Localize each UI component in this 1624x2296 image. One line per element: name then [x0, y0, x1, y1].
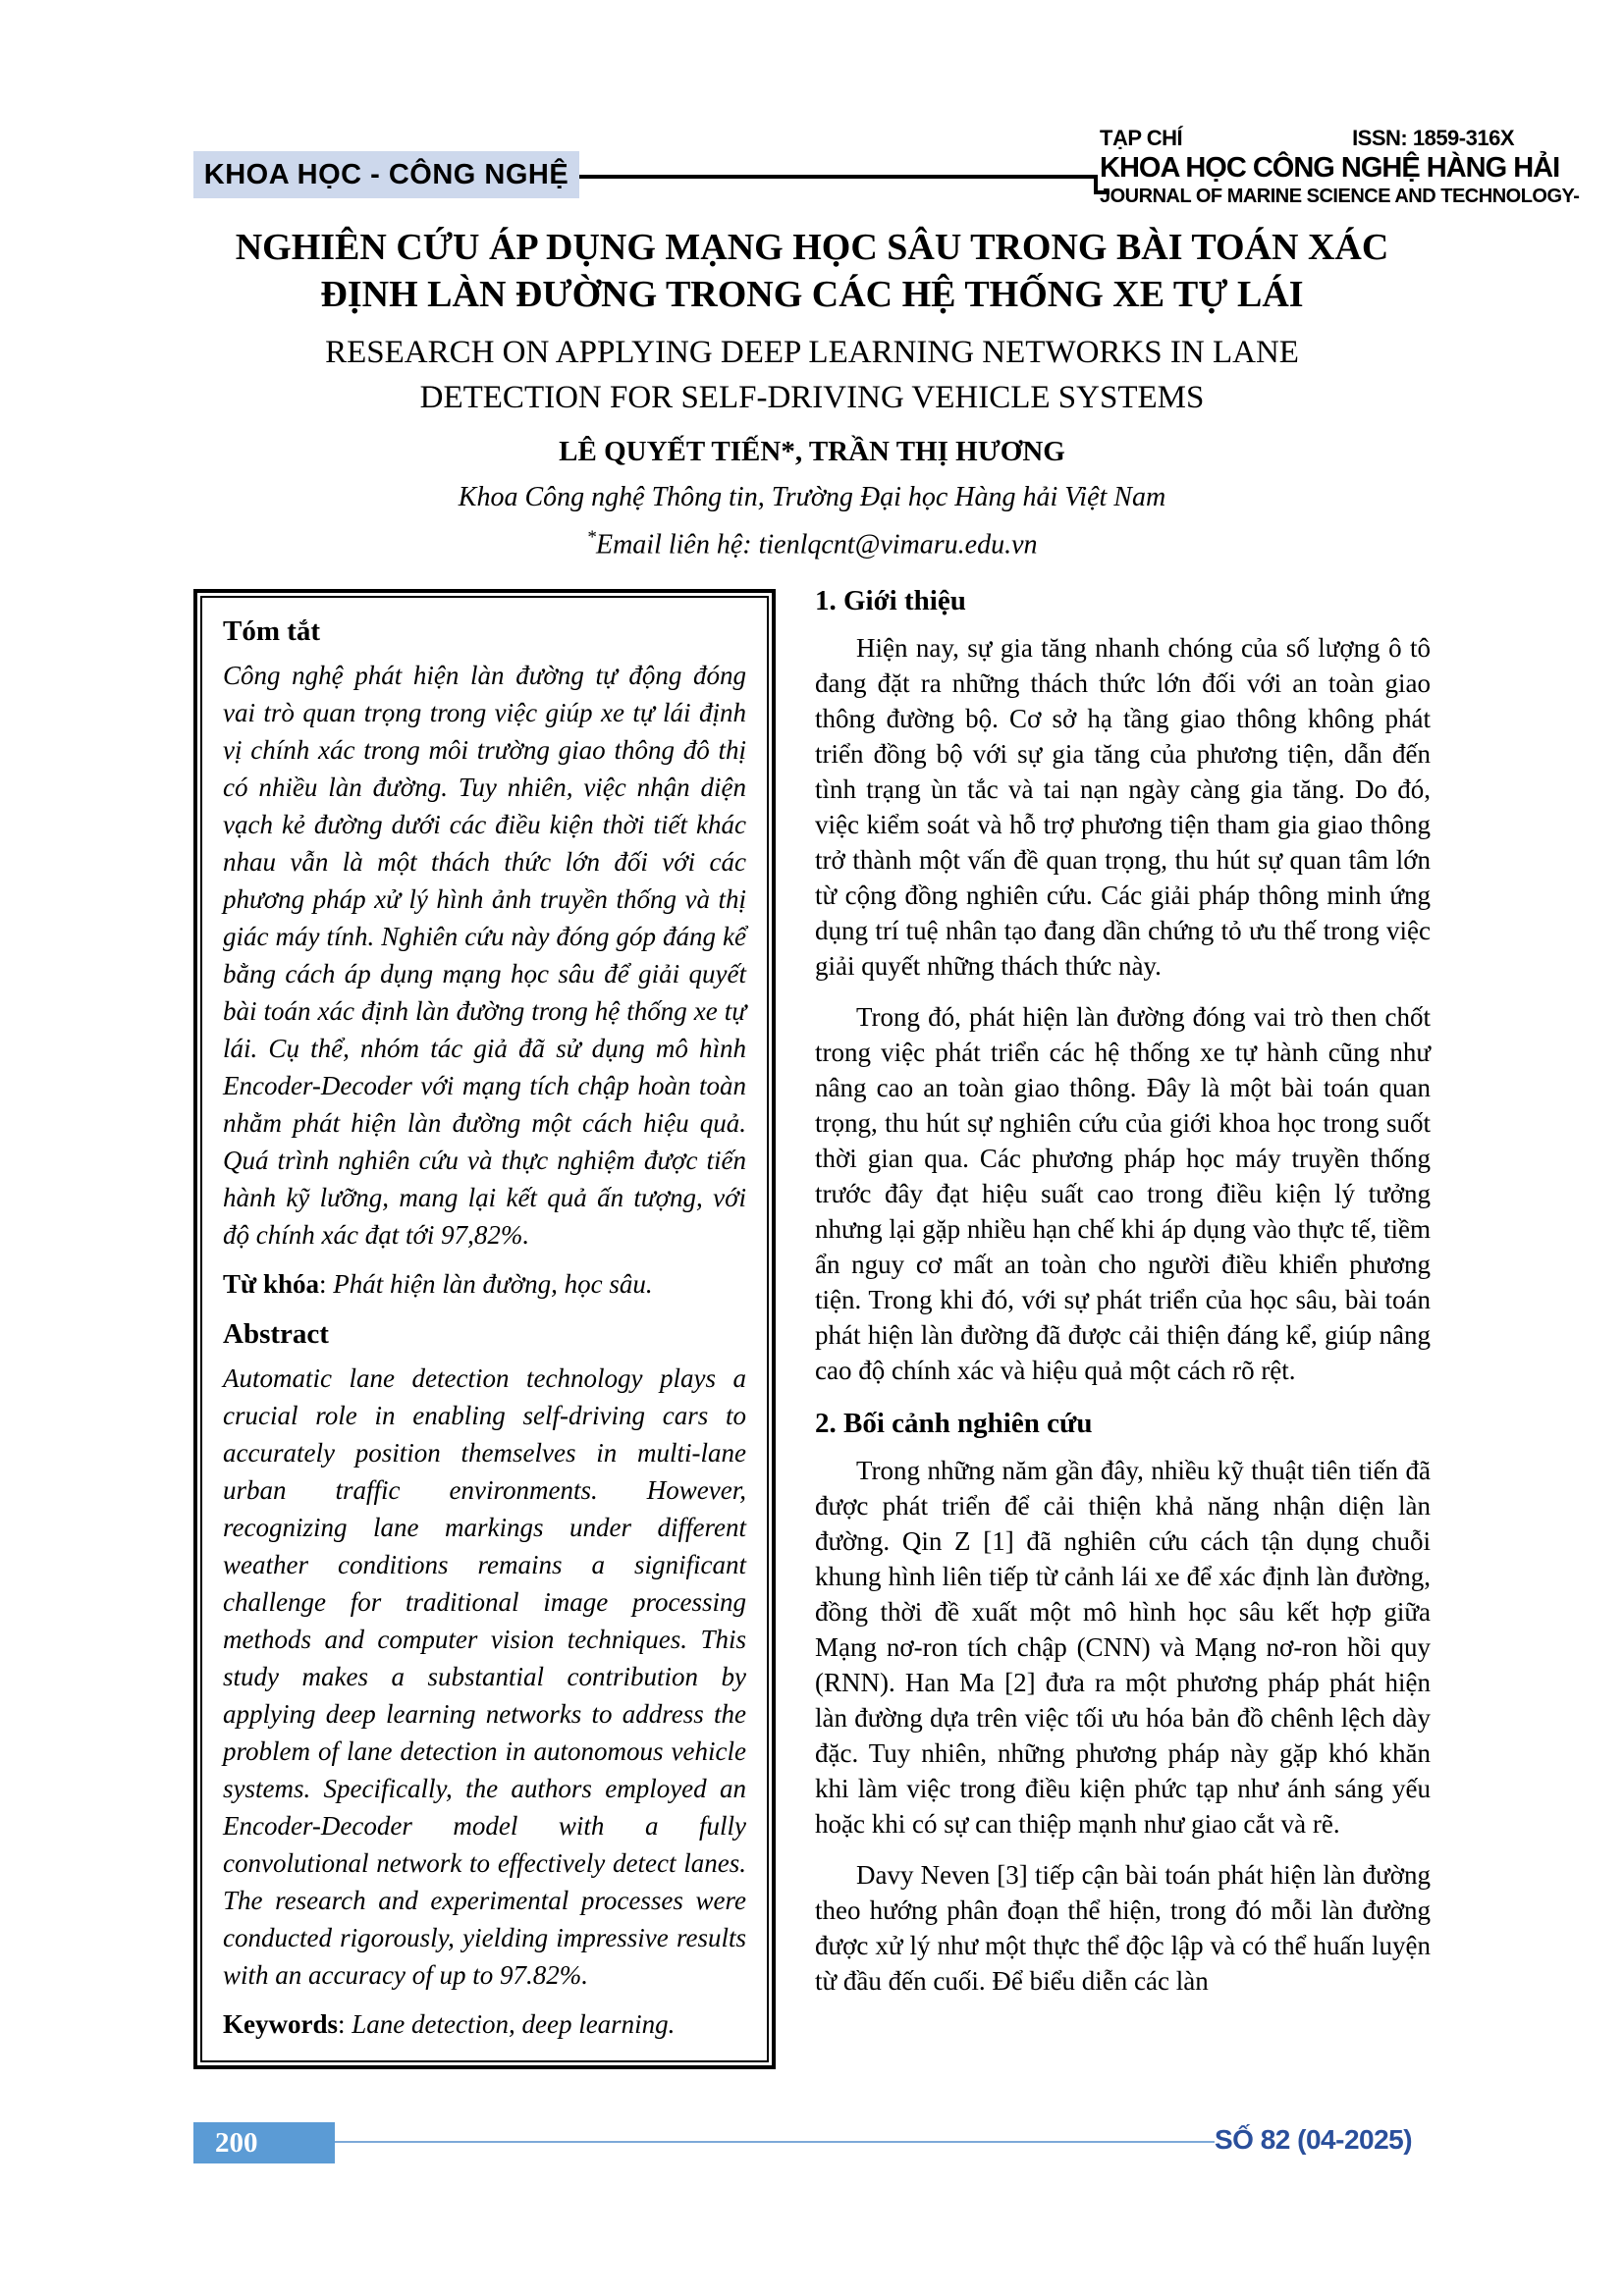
- article-title-vi: NGHIÊN CỨU ÁP DỤNG MẠNG HỌC SÂU TRONG BÀI TOÁN XÁC ĐỊNH LÀN ĐƯỜNG TRONG CÁC HỆ THỐNG XE TỰ LÁI: [235, 227, 1389, 315]
- authors-line: LÊ QUYẾT TIẾN*, TRẦN THỊ HƯƠNG: [559, 436, 1065, 467]
- page-number-box: [193, 2122, 335, 2163]
- title-block: [0, 224, 1624, 561]
- abstract-text-vi: Công nghệ phát hiện làn đường tự động đóng vai trò quan trọng trong việc giúp xe tự lái định vị chính xác trong môi trường giao thông đô thị có nhiều làn đường. Tuy nhiên, việc nhận diện vạch kẻ đường dưới các điều kiện thời tiết khác nhau vẫn là một thách thức lớn đối với các phương pháp xử lý hình ảnh truyền thống và thị giác máy tính. Nghiên cứu này đóng góp đáng kể bằng cách áp dụng mạng học sâu để giải quyết bài toán xác định làn đường trong hệ thống xe tự lái. Cụ thể, nhóm tác giả đã sử dụng mô hình Encoder-Decoder với mạng tích chập hoàn toàn nhằm phát hiện làn đường một cách hiệu quả. Quá trình nghiên cứu và thực nghiệm được tiến hành kỹ lưỡng, mang lại kết quả ấn tượng, với độ chính xác đạt tới 97,82%.: [223, 661, 746, 1250]
- keywords-colon-vi: :: [319, 1269, 334, 1299]
- section-2-heading: 2. Bối cảnh nghiên cứu: [815, 1408, 1093, 1439]
- abstract-heading-vi: Tóm tắt: [223, 615, 321, 647]
- section-1-paragraph-2: Trong đó, phát hiện làn đường đóng vai trò then chốt trong việc phát triển các hệ thống xe tự hành cũng như nâng cao an toàn giao thông. Đây là một bài toán quan trọng, thu hút sự nghiên cứu của giới khoa học trong suốt thời gian qua. Các phương pháp học máy truyền thống trước đây đạt hiệu suất cao trong điều kiện lý tưởng nhưng lại gặp nhiều hạn chế khi áp dụng vào thực tế, tiềm ẩn nguy cơ mất an toàn cho người điều khiển phương tiện. Trong khi đó, với sự phát triển của học sâu, bài toán phát hiện làn đường đã được cải thiện đáng kể, giúp nâng cao độ chính xác và hiệu quả một cách rõ rệt.: [815, 1002, 1431, 1385]
- issue-number: SỐ 82 (04-2025): [1215, 2124, 1413, 2155]
- abstract-heading-en: Abstract: [223, 1318, 329, 1350]
- keywords-line-en: [223, 2005, 746, 2043]
- keywords-label-en: Keywords: [223, 2009, 338, 2039]
- section-1-heading: 1. Giới thiệu: [815, 585, 966, 616]
- keywords-value-vi: Phát hiện làn đường, học sâu.: [333, 1269, 653, 1299]
- masthead-top-row: [1100, 126, 1514, 151]
- masthead-journal-title: KHOA HỌC CÔNG NGHỆ HÀNG HẢI: [1100, 152, 1560, 184]
- email-asterisk: *: [586, 527, 596, 548]
- masthead-label: TẠP CHÍ: [1100, 126, 1183, 150]
- masthead-journal-subtitle: JOURNAL OF MARINE SCIENCE AND TECHNOLOGY-: [1100, 186, 1580, 207]
- section-1-paragraph-1: Hiện nay, sự gia tăng nhanh chóng của số lượng ô tô đang đặt ra những thách thức lớn đối với an toàn giao thông đường bộ. Cơ sở hạ tầng giao thông không phát triển đồng bộ với sự gia tăng của phương tiện, dẫn đến tình trạng ùn tắc và tai nạn ngày càng gia tăng. Do đó, việc kiểm soát và hỗ trợ phương tiện tham gia giao thông trở thành một vấn đề quan trọng, thu hút sự quan tâm lớn từ cộng đồng nghiên cứu. Các giải pháp thông minh ứng dụng trí tuệ nhân tạo đang dần chứng tỏ ưu thế trong việc giải quyết những thách thức này.: [815, 633, 1431, 981]
- page-number: 200: [215, 2126, 258, 2159]
- keywords-line-vi: [223, 1265, 746, 1303]
- header-rule: [579, 175, 1098, 179]
- keywords-label-vi: Từ khóa: [223, 1269, 319, 1299]
- section-badge: KHOA HỌC - CÔNG NGHỆ: [193, 151, 579, 198]
- abstract-box: [193, 589, 776, 2069]
- footer-rule: [335, 2141, 1215, 2143]
- abstract-box-inner: [200, 596, 769, 2062]
- keywords-value-en: Lane detection, deep learning.: [352, 2009, 676, 2039]
- email-line: [0, 527, 1624, 561]
- masthead-issn: ISSN: 1859-316X: [1352, 126, 1514, 150]
- email-text: Email liên hệ: tienlqcnt@vimaru.edu.vn: [595, 529, 1038, 561]
- article-title-en: RESEARCH ON APPLYING DEEP LEARNING NETWORKS IN LANE DETECTION FOR SELF-DRIVING VEHICLE SYSTEMS: [325, 335, 1299, 415]
- section-2-paragraph-1: Trong những năm gần đây, nhiều kỹ thuật tiên tiến đã được phát triển để cải thiện khả năng nhận diện làn đường. Qin Z [1] đã nghiên cứu cách tận dụng chuỗi khung hình liên tiếp từ cảnh lái xe để xác định làn đường, đồng thời đề xuất một mô hình học sâu kết hợp giữa Mạng nơ-ron tích chập (CNN) và Mạng nơ-ron hồi quy (RNN). Han Ma [2] đưa ra một phương pháp phát hiện làn đường dựa trên việc tối ưu hóa bản đồ chênh lệch dày đặc. Tuy nhiên, những phương pháp này gặp khó khăn khi làm việc trong điều kiện phức tạp như ánh sáng yếu hoặc khi có sự can thiệp mạnh như giao cắt và rẽ.: [815, 1456, 1431, 1839]
- keywords-colon-en: :: [338, 2009, 352, 2039]
- affiliation-line: Khoa Công nghệ Thông tin, Trường Đại học Hàng hải Việt Nam: [458, 482, 1166, 512]
- journal-masthead: [1100, 126, 1580, 208]
- section-2-paragraph-2: Davy Neven [3] tiếp cận bài toán phát hiện làn đường theo hướng phân đoạn thể hiện, trong đó mỗi làn đường được xử lý như một thực thể độc lập và có thể huấn luyện từ đầu đến cuối. Để biểu diễn các làn: [815, 1860, 1431, 1996]
- body-column: [815, 581, 1431, 2014]
- abstract-text-en: Automatic lane detection technology plays a crucial role in enabling self-driving cars to accurately position themselves in multi-lane urban traffic environments. However, recognizing lane markings under different weather conditions remains a significant challenge for traditional image processing methods and computer vision techniques. This study makes a substantial contribution by applying deep learning networks to address the problem of lane detection in autonomous vehicle systems. Specifically, the authors employed an Encoder-Decoder model with a fully convolutional network to effectively detect lanes. The research and experimental processes were conducted rigorously, yielding impressive results with an accuracy of up to 97.82%.: [223, 1363, 746, 1990]
